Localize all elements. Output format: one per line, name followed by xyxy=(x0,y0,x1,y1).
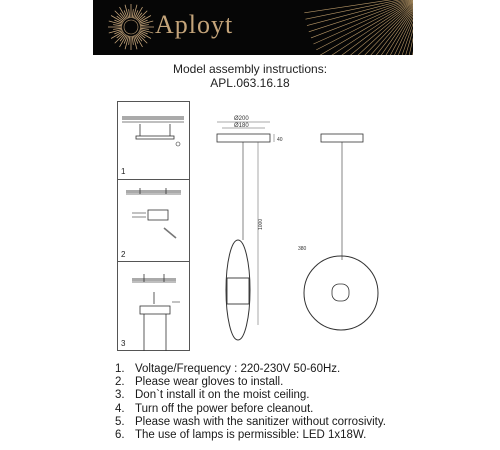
step-3-diagram xyxy=(118,262,189,351)
technical-drawings xyxy=(200,100,380,350)
dim-ring-diameter: 380 xyxy=(298,246,307,252)
model-number: APL.063.16.18 xyxy=(210,76,290,90)
brand-banner xyxy=(93,0,413,55)
instruction-item: 4. Turn off the power before cleanout. xyxy=(115,402,314,415)
side-view-drawing xyxy=(298,134,378,330)
instruction-item: 1. Voltage/Frequency : 220-230V 50-60Hz. xyxy=(115,363,341,375)
dim-total-height: 1000 xyxy=(258,218,264,230)
brand-name: Aployt xyxy=(155,10,234,39)
step-2-diagram xyxy=(118,180,189,262)
instruction-item: 2. Please wear gloves to install. xyxy=(115,376,284,389)
instruction-item: 3. Don`t install it on the moist ceiling. xyxy=(115,389,310,402)
assembly-step-2 xyxy=(118,179,189,262)
dim-canopy-height: 40 xyxy=(277,137,283,143)
document-title: Model assembly instructions: xyxy=(172,62,328,76)
dim-canopy-inner: Ø180 xyxy=(234,123,249,129)
step-number: 3 xyxy=(121,339,126,348)
assembly-step-1 xyxy=(118,102,189,179)
instructions-list xyxy=(115,363,386,442)
front-view-drawing xyxy=(217,116,283,340)
assembly-step-3 xyxy=(118,261,189,351)
instruction-item: 6. The use of lamps is permissible: LED 1x18W. xyxy=(115,429,367,442)
assembly-steps-box xyxy=(117,101,190,351)
step-number: 2 xyxy=(121,250,126,259)
instruction-item: 5. Please wash with the sanitizer without corrosivity. xyxy=(115,415,386,428)
sunburst-logo-icon xyxy=(107,3,155,51)
step-1-diagram xyxy=(118,102,189,178)
step-number: 1 xyxy=(121,167,126,176)
dim-canopy-outer: Ø200 xyxy=(234,116,249,122)
